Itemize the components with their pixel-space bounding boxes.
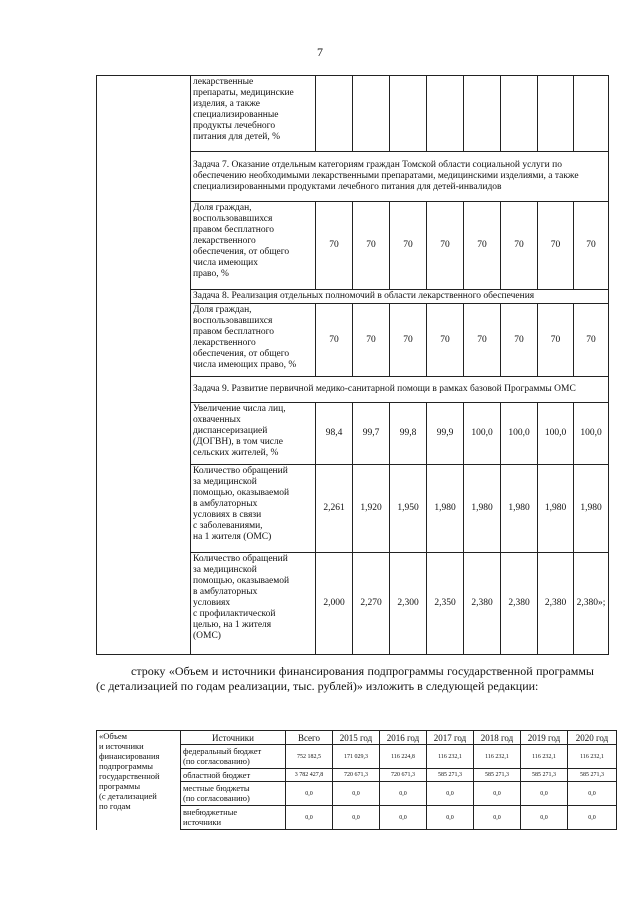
value-cell: 0,0 [333,806,380,830]
value-cell: 70 [574,202,609,290]
column-header: 2016 год [380,731,427,745]
value-cell: 0,0 [521,782,568,806]
source-cell: федеральный бюджет (по согласованию) [181,745,286,769]
value-cell: 100,0 [464,403,501,465]
value-cell: 70 [390,202,427,290]
indicator-label: лекарственные препараты, медицинские изделия, а также специализированные продукты лечебного питания для детей, % [191,76,316,152]
value-cell: 70 [538,304,574,377]
value-cell: 2,000 [316,553,353,655]
column-header: 2017 год [427,731,474,745]
column-header: Источники [181,731,286,745]
value-cell: 2,380»; [574,553,609,655]
table-row [97,76,609,152]
value-cell: 1,920 [353,465,390,553]
column-header: 2015 год [333,731,380,745]
value-cell: 720 671,3 [380,769,427,782]
value-cell: 70 [501,304,538,377]
value-cell: 100,0 [538,403,574,465]
value-cell: 116 224,8 [380,745,427,769]
value-cell: 1,980 [427,465,464,553]
value-cell: 0,0 [333,782,380,806]
value-cell: 70 [316,202,353,290]
value-cell: 2,300 [390,553,427,655]
value-cell: 171 029,3 [333,745,380,769]
task-9-heading: Задача 9. Развитие первичной медико-санитарной помощи в рамках базовой Программы ОМС [191,377,609,403]
value-cell: 99,8 [390,403,427,465]
value-cell: 70 [390,304,427,377]
value-cell: 0,0 [568,806,617,830]
page-number: 7 [317,45,323,59]
value-cell: 0,0 [568,782,617,806]
task-7-heading: Задача 7. Оказание отдельным категориям граждан Томской области социальной услуги по обеспечению необходимыми лекарственными препаратами, медицинскими изделиями, а также специализированными продуктами лечебного питания для детей-инвалидов [191,152,609,202]
value-cell: 0,0 [286,806,333,830]
value-cell: 2,350 [427,553,464,655]
value-cell: 0,0 [427,782,474,806]
body-paragraph: строку «Объем и источники финансирования подпрограммы государственной программы (с детализацией по годам реализации, тыс. рублей)» изложить в следующей редакции: [96,664,594,693]
value-cell: 116 232,1 [474,745,521,769]
indicator-label: Доля граждан, воспользовавшихся правом бесплатного лекарственного обеспечения, от общего числа имеющих право, % [191,304,316,377]
value-cell: 585 271,3 [474,769,521,782]
financing-table [96,730,617,830]
value-cell: 99,7 [353,403,390,465]
value-cell: 0,0 [380,806,427,830]
value-cell: 100,0 [574,403,609,465]
value-cell: 70 [353,304,390,377]
value-cell: 70 [427,202,464,290]
value-cell: 1,950 [390,465,427,553]
left-empty-cell [97,76,191,655]
value-cell: 70 [538,202,574,290]
value-cell: 1,980 [574,465,609,553]
value-cell: 1,980 [538,465,574,553]
indicator-label: Количество обращений за медицинской помощью, оказываемой в амбулаторных условиях с профилактической целью, на 1 жителя (ОМС) [191,553,316,655]
value-cell: 70 [353,202,390,290]
value-cell: 2,380 [538,553,574,655]
value-cell: 116 232,1 [521,745,568,769]
value-cell: 720 671,3 [333,769,380,782]
value-cell: 2,261 [316,465,353,553]
indicator-label: Увеличение числа лиц, охваченных диспансеризацией (ДОГВН), в том числе сельских жителей, % [191,403,316,465]
value-cell: 2,380 [464,553,501,655]
financing-name-cell: «Объем и источники финансирования подпрограммы государственной программы (с детализацией по годам [97,731,181,830]
indicator-label: Доля граждан, воспользовавшихся правом бесплатного лекарственного обеспечения, от общего числа имеющих право, % [191,202,316,290]
value-cell: 0,0 [286,782,333,806]
table-header-row [97,731,617,745]
value-cell: 0,0 [380,782,427,806]
value-cell: 0,0 [521,806,568,830]
value-cell: 116 232,1 [427,745,474,769]
value-cell: 585 271,3 [521,769,568,782]
value-cell: 70 [464,202,501,290]
task-8-heading: Задача 8. Реализация отдельных полномочий в области лекарственного обеспечения [191,290,609,304]
value-cell: 70 [464,304,501,377]
value-cell: 70 [316,304,353,377]
column-header: 2018 год [474,731,521,745]
value-cell: 98,4 [316,403,353,465]
indicators-table [96,75,609,655]
value-cell: 2,380 [501,553,538,655]
value-cell: 116 232,1 [568,745,617,769]
value-cell: 1,980 [464,465,501,553]
value-cell: 2,270 [353,553,390,655]
source-cell: местные бюджеты (по согласованию) [181,782,286,806]
value-cell: 99,9 [427,403,464,465]
column-header: 2019 год [521,731,568,745]
source-cell: областной бюджет [181,769,286,782]
source-cell: внебюджетные источники [181,806,286,830]
value-cell: 3 782 427,8 [286,769,333,782]
value-cell: 585 271,3 [427,769,474,782]
indicator-label: Количество обращений за медицинской помощью, оказываемой в амбулаторных условиях в связи с заболеваниями, на 1 жителя (ОМС) [191,465,316,553]
value-cell: 752 182,5 [286,745,333,769]
value-cell: 1,980 [501,465,538,553]
value-cell: 70 [427,304,464,377]
value-cell: 0,0 [427,806,474,830]
value-cell: 70 [501,202,538,290]
value-cell: 100,0 [501,403,538,465]
column-header: 2020 год [568,731,617,745]
value-cell: 70 [574,304,609,377]
value-cell: 0,0 [474,806,521,830]
value-cell: 585 271,3 [568,769,617,782]
value-cell: 0,0 [474,782,521,806]
column-header: Всего [286,731,333,745]
